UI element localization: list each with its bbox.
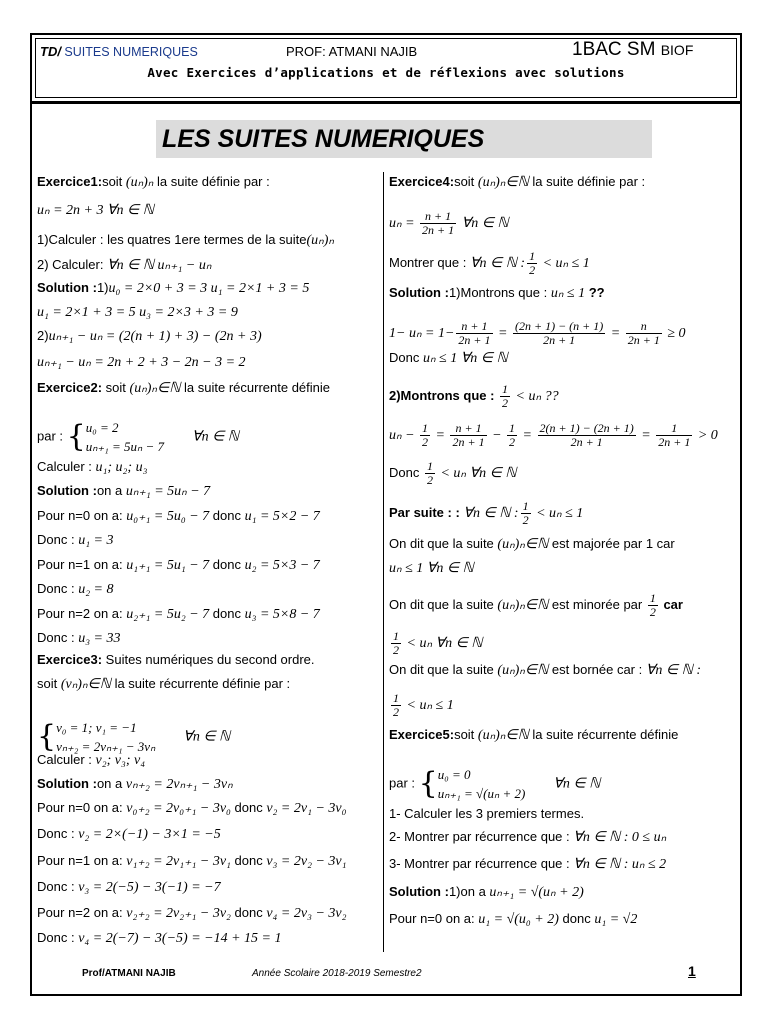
math-expr: (uₙ)ₙ∈ℕ [477,728,529,743]
line-text: 2- Montrer par récurrence que : [389,829,574,844]
line-text: donc [209,606,245,621]
system-line: uₙ₊₁ = √(uₙ + 2) [437,786,526,801]
math-expr: 1− uₙ = 1− [389,325,455,341]
math-expr: ∀n ∈ ℕ [155,729,231,745]
text-line [37,930,282,947]
line-text: donc [230,905,267,920]
text-line [37,606,320,623]
math-expr: u₀₊₁ = 5u₀ − 7 [126,509,210,524]
header-class [572,39,693,61]
line-bold: Exercice4: [389,174,455,189]
line-bold: Solution : [389,884,449,899]
math-expr: u₁ = 5×2 − 7 [244,509,320,524]
line-text: Montrer que : [389,254,470,270]
line-bold: Solution : [389,285,449,300]
line-text: Suites numériques du second ordre. [102,652,315,667]
text-line [37,257,211,274]
math-expr: v₂ = 2v₁ − 3v₀ [266,801,347,816]
line-text: Pour n=0 on a: [37,508,127,523]
line-text: Donc : [37,879,79,894]
text-line [389,592,683,619]
fraction-numerator: 1 [649,591,656,605]
text-line [37,483,210,500]
header-inner-frame [35,38,737,98]
math-expr: < uₙ ∀n ∈ ℕ [436,465,517,481]
math-expr: < uₙ ≤ 1 [539,255,590,271]
text-line [37,581,114,598]
text-line [37,853,346,870]
line-text: on a [96,483,126,498]
line-bold: Solution : [37,483,97,498]
text-line [389,884,584,901]
fraction-denominator: 2n + 1 [452,435,485,449]
fraction [507,422,517,449]
line-text: Pour n=2 on a: [37,606,127,621]
math-expr: v₂₊₂ = 2v₂₊₁ − 3v₂ [126,906,231,921]
fraction-denominator: 2 [393,705,399,719]
page-title: LES SUITES NUMERIQUES [156,120,652,158]
fraction-numerator: 1 [393,691,399,705]
math-expr: ∀n ∈ ℕ : [463,505,519,521]
line-text: Donc : [37,930,79,945]
system-line: u₀ = 0 [437,767,471,782]
line-text: on a [96,776,126,791]
line-text: Par suite : : [389,504,464,520]
math-expr: uₙ₊₁ − uₙ = 2n + 2 + 3 − 2n − 3 = 2 [37,355,246,370]
line-text: 2)Montrons que : [389,387,499,403]
math-expr: u₁ = 2×1 + 3 = 5 u₃ = 2×3 + 3 = 9 [37,305,238,320]
text-line [389,536,675,553]
math-expr: (uₙ)ₙ∈ℕ [129,381,181,396]
math-expr: u₁₊₁ = 5u₁ − 7 [126,558,210,573]
text-line [389,174,645,191]
fraction-denominator: 2 [509,435,516,449]
text-line [389,210,509,237]
equation-system [56,718,155,756]
fraction-denominator: 2 [522,513,529,527]
text-line [389,692,454,719]
line-text: est minorée par [548,596,646,612]
line-text: Pour n=0 on a: [37,800,127,815]
math-expr: (uₙ)ₙ [306,233,334,248]
text-line [37,174,270,191]
math-expr: = [432,427,449,443]
text-line [37,328,262,345]
line-text: Donc : [37,581,79,596]
line-text: donc [209,557,245,572]
text-line [37,776,233,793]
math-expr: ∀n ∈ ℕ [458,215,509,231]
text-line [389,250,590,277]
math-expr: v₄ = 2v₃ − 3v₂ [266,906,347,921]
brace-icon: { [418,766,438,801]
math-expr: v₂ = 2×(−1) − 3×1 = −5 [78,827,221,842]
line-text: Donc : [37,630,79,645]
math-expr: u₂ = 5×3 − 7 [244,558,320,573]
fraction-numerator: 1 [522,499,529,513]
line-text: car [659,596,683,612]
text-line [389,460,516,487]
line-text: 1- Calculer les 3 premiers termes. [389,806,585,821]
line-text: donc [558,911,595,926]
fraction-numerator: 1 [426,459,433,473]
fraction-denominator: 2 [649,605,656,619]
text-line [389,911,637,928]
system-line: vₙ₊₂ = 2vₙ₊₁ − 3vₙ [56,739,156,754]
text-line [389,383,559,410]
fraction-numerator: (2n + 1) − (n + 1) [514,319,604,333]
line-text: 1)Calculer : les quatres 1ere termes de la suite [37,232,307,247]
math-expr: uₙ ≤ 1 [550,286,586,301]
text-line [389,630,483,657]
header-box [30,33,742,103]
td-label: TD/ [40,44,61,59]
line-text: soit [454,727,478,742]
text-line [389,765,600,803]
text-line [389,500,583,527]
line-text: 1)on a [448,884,490,899]
line-text: Pour n=2 on a: [37,905,127,920]
column-divider [383,172,384,952]
math-expr: v₀₊₂ = 2v₀₊₁ − 3v₀ [126,801,231,816]
equation-system [86,418,164,456]
fraction-denominator: 2n + 1 [627,333,660,347]
math-expr: u₂₊₁ = 5u₂ − 7 [126,607,210,622]
text-line [389,662,701,679]
math-expr: uₙ₊₁ = √(uₙ + 2) [489,885,584,900]
math-expr: < uₙ ≤ 1 [403,697,454,713]
line-text: Donc [389,464,423,480]
math-expr: ∀n ∈ ℕ : [645,663,702,678]
fraction-denominator: 2 [502,396,509,410]
math-expr: uₙ ≤ 1 ∀n ∈ ℕ [422,351,508,366]
fraction [626,320,662,347]
text-line [37,354,246,371]
page-number: 1 [688,963,696,979]
text-line [389,422,718,449]
line-text: donc [230,853,267,868]
header-td [40,44,198,59]
math-expr: (uₙ)ₙ∈ℕ [497,597,549,613]
text-line [37,380,330,397]
line-text: soit [102,380,130,395]
line-text: Pour n=0 on a: [389,911,479,926]
line-text: Calculer : [37,459,96,474]
text-line [37,459,147,476]
math-expr: u₁; u₂; u₃ [95,460,148,475]
line-text: est majorée par 1 car [548,536,675,551]
math-expr: < uₙ ?? [512,388,559,404]
math-expr: u₁ = 3 [78,533,114,548]
system-line: u₀ = 2 [85,420,119,435]
math-expr: < uₙ ≤ 1 [532,505,584,521]
fraction-denominator: 2 [529,263,536,277]
text-line [37,304,238,321]
math-expr: ∀n ∈ ℕ [525,776,601,792]
system-line: v₀ = 1; v₁ = −1 [56,720,137,735]
text-line [37,202,154,219]
math-expr: u₁ = √(u₀ + 2) [478,912,559,927]
math-expr: = [494,325,511,341]
math-expr: (uₙ)ₙ∈ℕ [497,663,549,678]
fraction-numerator: 1 [656,422,692,436]
line-text: On dit que la suite [389,662,498,677]
header-prof: PROF: ATMANI NAJIB [286,44,418,59]
brace-icon: { [37,719,57,754]
math-expr: uₙ₊₁ = 5uₙ − 7 [125,484,211,499]
math-expr: uₙ₊₁ − uₙ = (2(n + 1) + 3) − (2n + 3) [48,329,262,344]
line-text: Pour n=1 on a: [37,557,127,572]
footer-year: Année Scolaire 2018-2019 Semestre2 [252,968,422,979]
math-expr: u₀ = 2×0 + 3 = 3 u₁ = 2×1 + 3 = 5 [108,281,310,296]
fraction [521,500,531,527]
math-expr: ∀n ∈ ℕ uₙ₊₁ − uₙ [107,258,212,273]
line-text: par : [389,775,419,791]
fraction-denominator: 2n + 1 [543,333,576,347]
fraction [456,320,492,347]
math-expr: ≥ 0 [663,325,686,341]
math-expr: ∀n ∈ ℕ : uₙ ≤ 2 [573,857,667,872]
text-line [37,557,320,574]
line-text: la suite récurrente définie par : [110,676,291,691]
fraction [656,422,692,449]
text-line [389,727,678,744]
math-expr: v₂; v₃; v₄ [95,753,146,768]
line-bold: Exercice2: [37,380,103,395]
line-text: 2) [37,328,49,343]
math-expr: > 0 [694,427,718,443]
line-bold: Solution : [37,776,97,791]
text-line [37,676,290,693]
equation-system [438,765,526,803]
text-line [37,826,221,843]
math-expr: − [488,427,506,443]
text-line [37,232,334,249]
text-line [389,560,474,577]
math-expr: ∀n ∈ ℕ : [469,255,526,271]
text-line [37,532,114,549]
math-expr: (uₙ)ₙ [125,175,154,190]
line-text: On dit que la suite [389,596,498,612]
fraction-denominator: 2n + 1 [570,435,603,449]
line-text: On dit que la suite [389,536,498,551]
line-text: la suite récurrente définie [528,727,679,742]
fraction [420,422,430,449]
fraction [648,592,658,619]
line-bold: Solution : [37,280,97,295]
fraction-denominator: 2n + 1 [658,435,691,449]
math-expr: = [519,427,536,443]
math-expr: = [607,325,624,341]
fraction-denominator: 2n + 1 [422,223,455,237]
math-expr: ∀n ∈ ℕ [164,429,239,445]
math-expr: v₃ = 2v₂ − 3v₁ [266,854,347,869]
text-line [389,806,584,822]
line-text: Donc : [37,532,79,547]
line-bold: Exercice5: [389,727,455,742]
fraction-denominator: 2 [422,435,429,449]
line-text: Donc : [37,826,79,841]
math-expr: v₁₊₂ = 2v₁₊₁ − 3v₁ [126,854,231,869]
line-text: la suite définie par : [153,174,270,189]
line-bold: Exercice3: [37,652,103,667]
math-expr: vₙ₊₂ = 2vₙ₊₁ − 3vₙ [125,777,233,792]
text-line [37,652,315,668]
math-expr: uₙ − [389,427,419,443]
line-text: donc [209,508,245,523]
fraction-denominator: 2 [426,473,433,487]
class-main: 1BAC SM [572,39,661,60]
line-text: 3- Montrer par récurrence que : [389,856,574,871]
fraction [538,422,636,449]
line-text: ?? [585,285,605,300]
fraction-numerator: n + 1 [456,320,492,334]
math-expr: u₁ = √2 [594,912,638,927]
text-line [389,320,686,347]
line-text: donc [230,800,267,815]
math-expr: = [637,427,655,443]
math-expr: v₄ = 2(−7) − 3(−5) = −14 + 15 = 1 [78,931,282,946]
fraction [500,383,510,410]
line-text: 2) Calculer: [37,257,108,272]
math-expr: ∀n ∈ ℕ : 0 ≤ uₙ [573,830,667,845]
brace-icon: { [66,419,86,454]
fraction [420,210,456,237]
line-text: 1) [96,280,109,295]
fraction-denominator: 2n + 1 [458,333,491,347]
text-line [389,350,508,367]
line-text: Calculer : [37,752,96,767]
fraction-numerator: n + 1 [420,210,456,224]
text-line [37,905,346,922]
fraction-numerator: 1 [502,382,509,396]
fraction [513,320,605,347]
line-text: Pour n=1 on a: [37,853,127,868]
math-expr: uₙ = [389,215,419,231]
text-line [37,718,230,756]
text-line [37,800,346,817]
line-text: la suite récurrente définie [180,380,331,395]
line-text: la suite définie par : [528,174,646,189]
line-text: par : [37,428,67,444]
math-expr: < uₙ ∀n ∈ ℕ [403,635,483,651]
math-expr: (uₙ)ₙ∈ℕ [477,175,529,190]
text-line [37,418,239,456]
fraction-numerator: 2(n + 1) − (2n + 1) [539,421,634,435]
line-text: est bornée car : [548,662,646,677]
fraction-denominator: 2 [393,643,399,657]
fraction [391,630,401,657]
fraction-numerator: 1 [393,629,399,643]
line-text: 1)Montrons que : [448,285,551,300]
text-line [37,630,121,647]
class-small: BIOF [660,42,694,58]
text-line [37,879,221,896]
fraction [425,460,435,487]
line-text: soit [37,676,61,691]
fraction [527,250,537,277]
math-expr: u₃ = 33 [78,631,121,646]
text-line [37,752,145,769]
line-text: Donc [389,350,423,365]
math-expr: (vₙ)ₙ∈ℕ [60,677,111,692]
footer-author: Prof/ATMANI NAJIB [82,968,176,979]
fraction-numerator: n [626,320,662,334]
line-text: soit [454,174,478,189]
system-line: uₙ₊₁ = 5uₙ − 7 [85,439,165,454]
math-expr: v₃ = 2(−5) − 3(−1) = −7 [78,880,221,895]
td-subject: SUITES NUMERIQUES [60,45,198,59]
fraction [450,422,486,449]
text-line [37,280,309,297]
text-line [389,285,605,302]
math-expr: uₙ ≤ 1 ∀n ∈ ℕ [389,561,474,576]
fraction-numerator: 1 [509,421,516,435]
math-expr: (uₙ)ₙ∈ℕ [497,537,549,552]
math-expr: uₙ = 2n + 3 ∀n ∈ ℕ [37,203,154,218]
text-line [389,856,666,873]
math-expr: u₂ = 8 [78,582,114,597]
line-bold: Exercice1: [37,174,103,189]
fraction-numerator: 1 [422,421,429,435]
fraction-numerator: 1 [529,249,536,263]
text-line [37,508,320,525]
math-expr: u₃ = 5×8 − 7 [244,607,320,622]
fraction [391,692,401,719]
header-subtitle: Avec Exercices d’applications et de réflexions avec solutions [147,65,625,80]
text-line [389,829,666,846]
line-text: soit [102,174,126,189]
fraction-numerator: n + 1 [450,422,486,436]
